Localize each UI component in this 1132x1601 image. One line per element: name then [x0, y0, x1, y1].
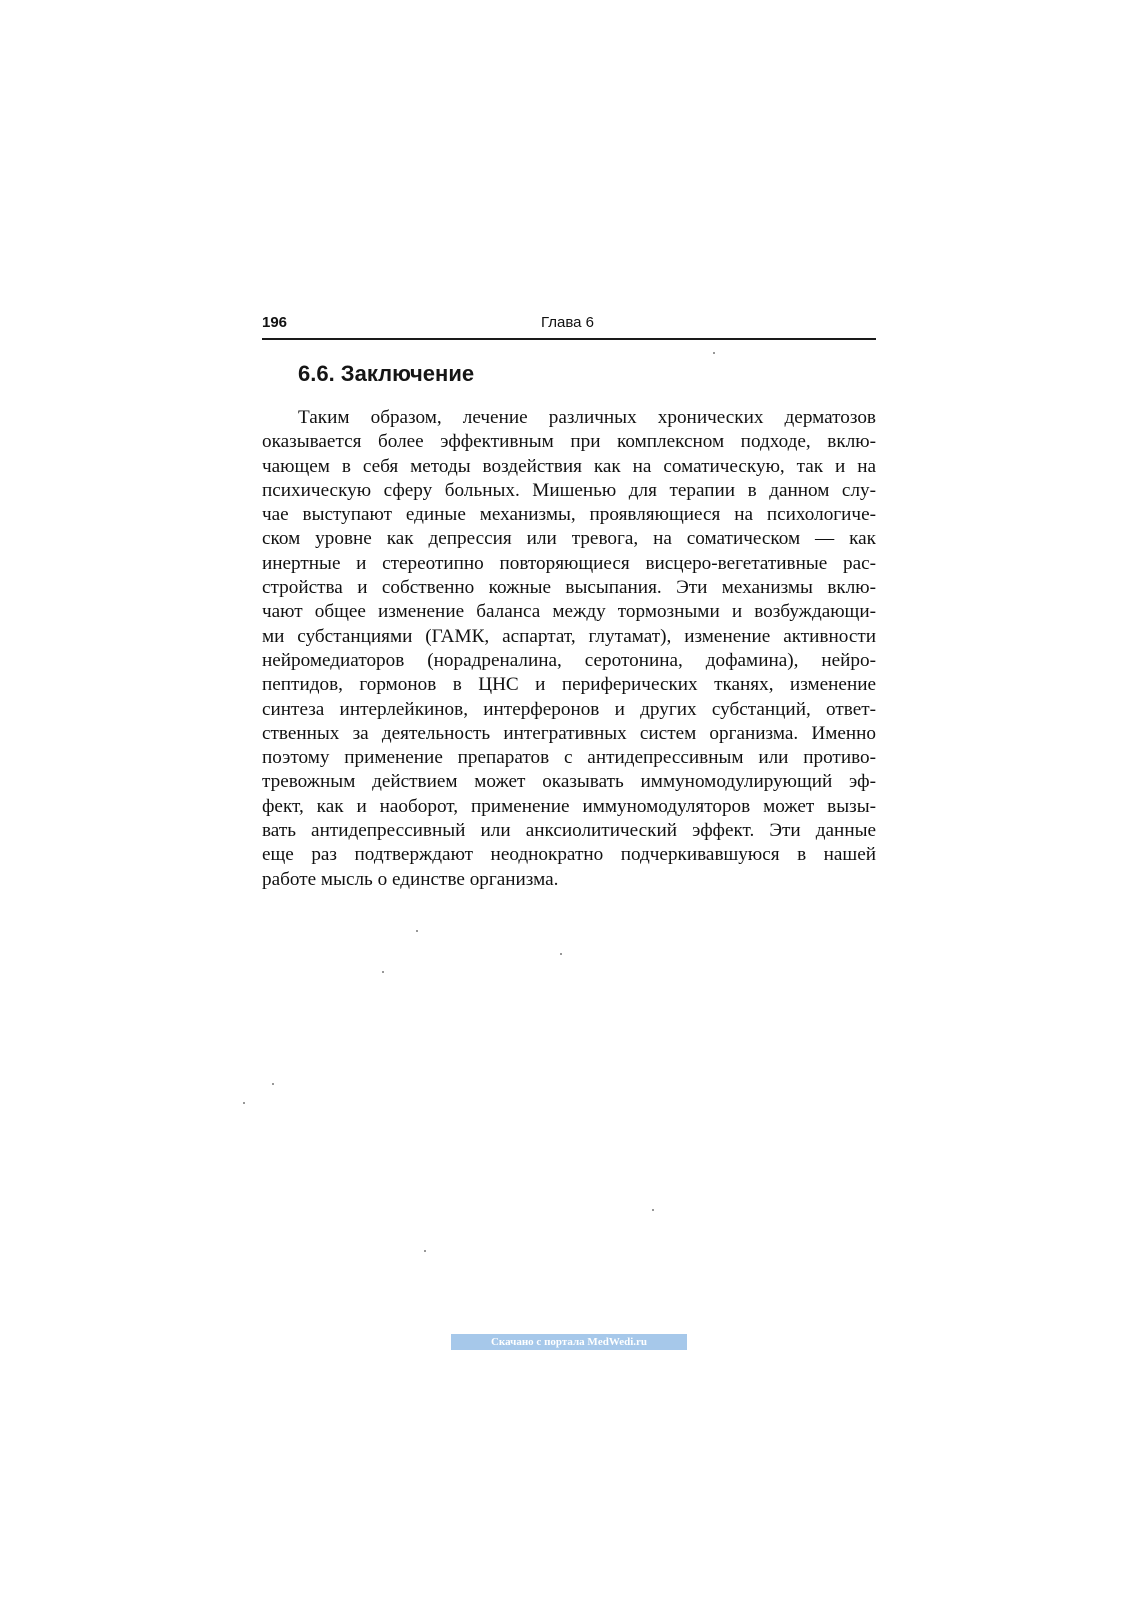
paragraph-line: инертные и стереотипно повторяющиеся висцеро-вегетативные рас- [262, 552, 876, 574]
chapter-label: Глава 6 [541, 314, 595, 331]
download-watermark: Скачано с портала MedWedi.ru [451, 1334, 687, 1350]
paragraph-line: фект, как и наоборот, применение иммуномодуляторов может вызы- [262, 795, 876, 817]
paragraph-line: синтеза интерлейкинов, интерферонов и других субстанций, ответ- [262, 698, 876, 720]
paragraph-line: ственных за деятельность интегративных систем организма. Именно [262, 722, 876, 744]
paragraph-line: чают общее изменение баланса между тормозными и возбуждающи- [262, 601, 876, 623]
scan-speck [272, 1083, 274, 1085]
paragraph-line: еще раз подтверждают неоднократно подчеркивавшуюся в нашей [262, 844, 876, 866]
body-paragraph [262, 406, 876, 892]
paragraph-line: пептидов, гормонов в ЦНС и периферических тканях, изменение [262, 674, 876, 696]
scan-speck [424, 1250, 426, 1252]
paragraph-line: психическую сферу больных. Мишенью для терапии в данном слу- [262, 479, 876, 501]
paragraph-line: ском уровне как депрессия или тревога, на соматическом — как [262, 528, 876, 550]
scan-speck [243, 1102, 245, 1104]
paragraph-line: чающем в себя методы воздействия как на соматическую, так и на [262, 455, 876, 477]
paragraph-line: оказывается более эффективным при комплексном подходе, вклю- [262, 431, 876, 453]
paragraph-line: тревожным действием может оказывать иммуномодулирующий эф- [262, 771, 876, 793]
section-title: 6.6. Заключение [298, 361, 475, 386]
scan-speck [416, 930, 418, 932]
running-header [262, 312, 876, 340]
paragraph-line: работе мысль о единстве организма. [262, 868, 559, 890]
paragraph-line: ми субстанциями (ГАМК, аспартат, глутамат), изменение активности [262, 625, 876, 647]
page-number: 196 [262, 314, 288, 331]
paragraph-line: нейромедиаторов (норадреналина, серотонина, дофамина), нейро- [262, 649, 876, 671]
paragraph-line: стройства и собственно кожные высыпания. Эти механизмы вклю- [262, 577, 876, 599]
scan-speck [382, 971, 384, 973]
scan-speck [713, 352, 715, 354]
scan-speck [652, 1209, 654, 1211]
scan-speck [560, 953, 562, 955]
paragraph-line: чае выступают единые механизмы, проявляющиеся на психологиче- [262, 504, 876, 526]
paragraph-line: Таким образом, лечение различных хронических дерматозов [298, 407, 876, 428]
paragraph-line: поэтому применение препаратов с антидепрессивным или противо- [262, 747, 876, 769]
paragraph-line: вать антидепрессивный или анксиолитический эффект. Эти данные [262, 820, 876, 842]
